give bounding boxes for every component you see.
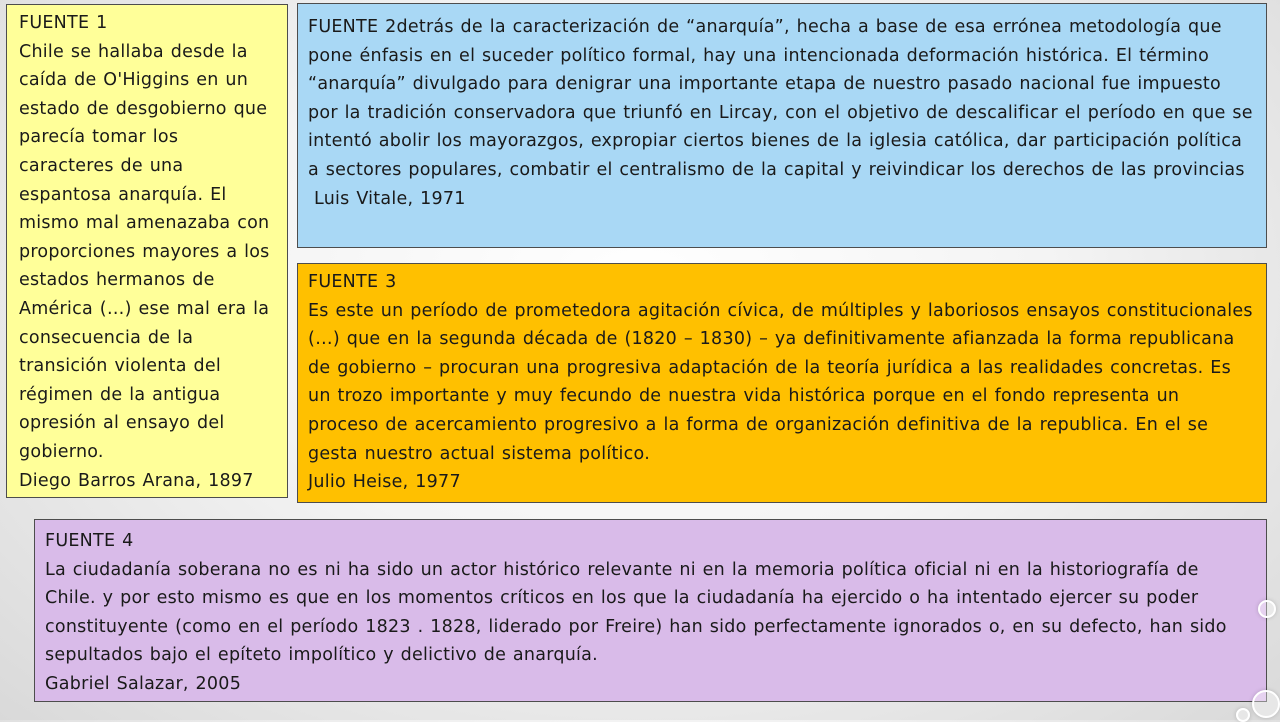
fuente-3-title: FUENTE 3 <box>308 272 397 292</box>
fuente-4-box <box>34 519 1267 702</box>
fuente-3-author: Julio Heise, 1977 <box>308 472 461 493</box>
fuente-3-box <box>297 263 1267 503</box>
decorative-circle-icon <box>1258 600 1276 618</box>
fuente-4-author: Gabriel Salazar, 2005 <box>45 673 242 694</box>
fuente-1-box <box>6 4 288 498</box>
fuente-2-box <box>297 3 1267 248</box>
fuente-1-title: FUENTE 1 <box>19 13 108 33</box>
fuente-1-author: Diego Barros Arana, 1897 <box>19 470 254 491</box>
decorative-circle-icon <box>1252 690 1280 718</box>
fuente-2-author: Luis Vitale, 1971 <box>314 188 466 209</box>
fuente-3-body: Es este un período de prometedora agitación cívica, de múltiples y laboriosos ensayos constitucionales (…) que en la segunda década de (1820 – 1830) – ya definitivamente afianzada la forma republicana de gobierno – procuran una progresiva adaptación de la teoría jurídica a las realidades concretas. Es un trozo importante y muy fecundo de nuestra vida histórica porque en el fondo representa un proceso de acercamiento progresivo a la forma de organización definitiva de la republica. En el se gesta nuestro actual sistema político. <box>308 300 1253 464</box>
fuente-1-body: Chile se hallaba desde la caída de O'Higgins en un estado de desgobierno que parecía tomar los caracteres de una espantosa anarquía. El mismo mal amenazaba con proporciones mayores a los estados hermanos de América (…) ese mal era la consecuencia de la transición violenta del régimen de la antigua opresión al ensayo del gobierno. <box>19 41 270 462</box>
fuente-2-text: FUENTE 2detrás de la caracterización de “anarquía”, hecha a base de esa errónea metodología que pone énfasis en el suceder político formal, hay una intencionada deformación histórica. El término “anarquía” divulgado para denigrar una importante etapa de nuestro pasado nacional fue impuesto por la tradición conservadora que triunfó en Lircay, con el objetivo de descalificar el período en que se intentó abolir los mayorazgos, expropiar ciertos bienes de la iglesia católica, dar participación política a sectores populares, combatir el centralismo de la capital y reivindicar los derechos de las provincias <box>308 17 1253 180</box>
fuente-4-title: FUENTE 4 <box>45 531 134 551</box>
fuente-4-body: La ciudadanía soberana no es ni ha sido un actor histórico relevante ni en la memoria política oficial ni en la historiografía de Chile. y por esto mismo es que en los momentos críticos en los que la ciudadanía ha ejercido o ha intentado ejercer su poder constituyente (como en el período 1823 . 1828, liderado por Freire) han sido perfectamente ignorados o, en su defecto, han sido sepultados bajo el epíteto impolítico y delictivo de anarquía. <box>45 559 1227 666</box>
